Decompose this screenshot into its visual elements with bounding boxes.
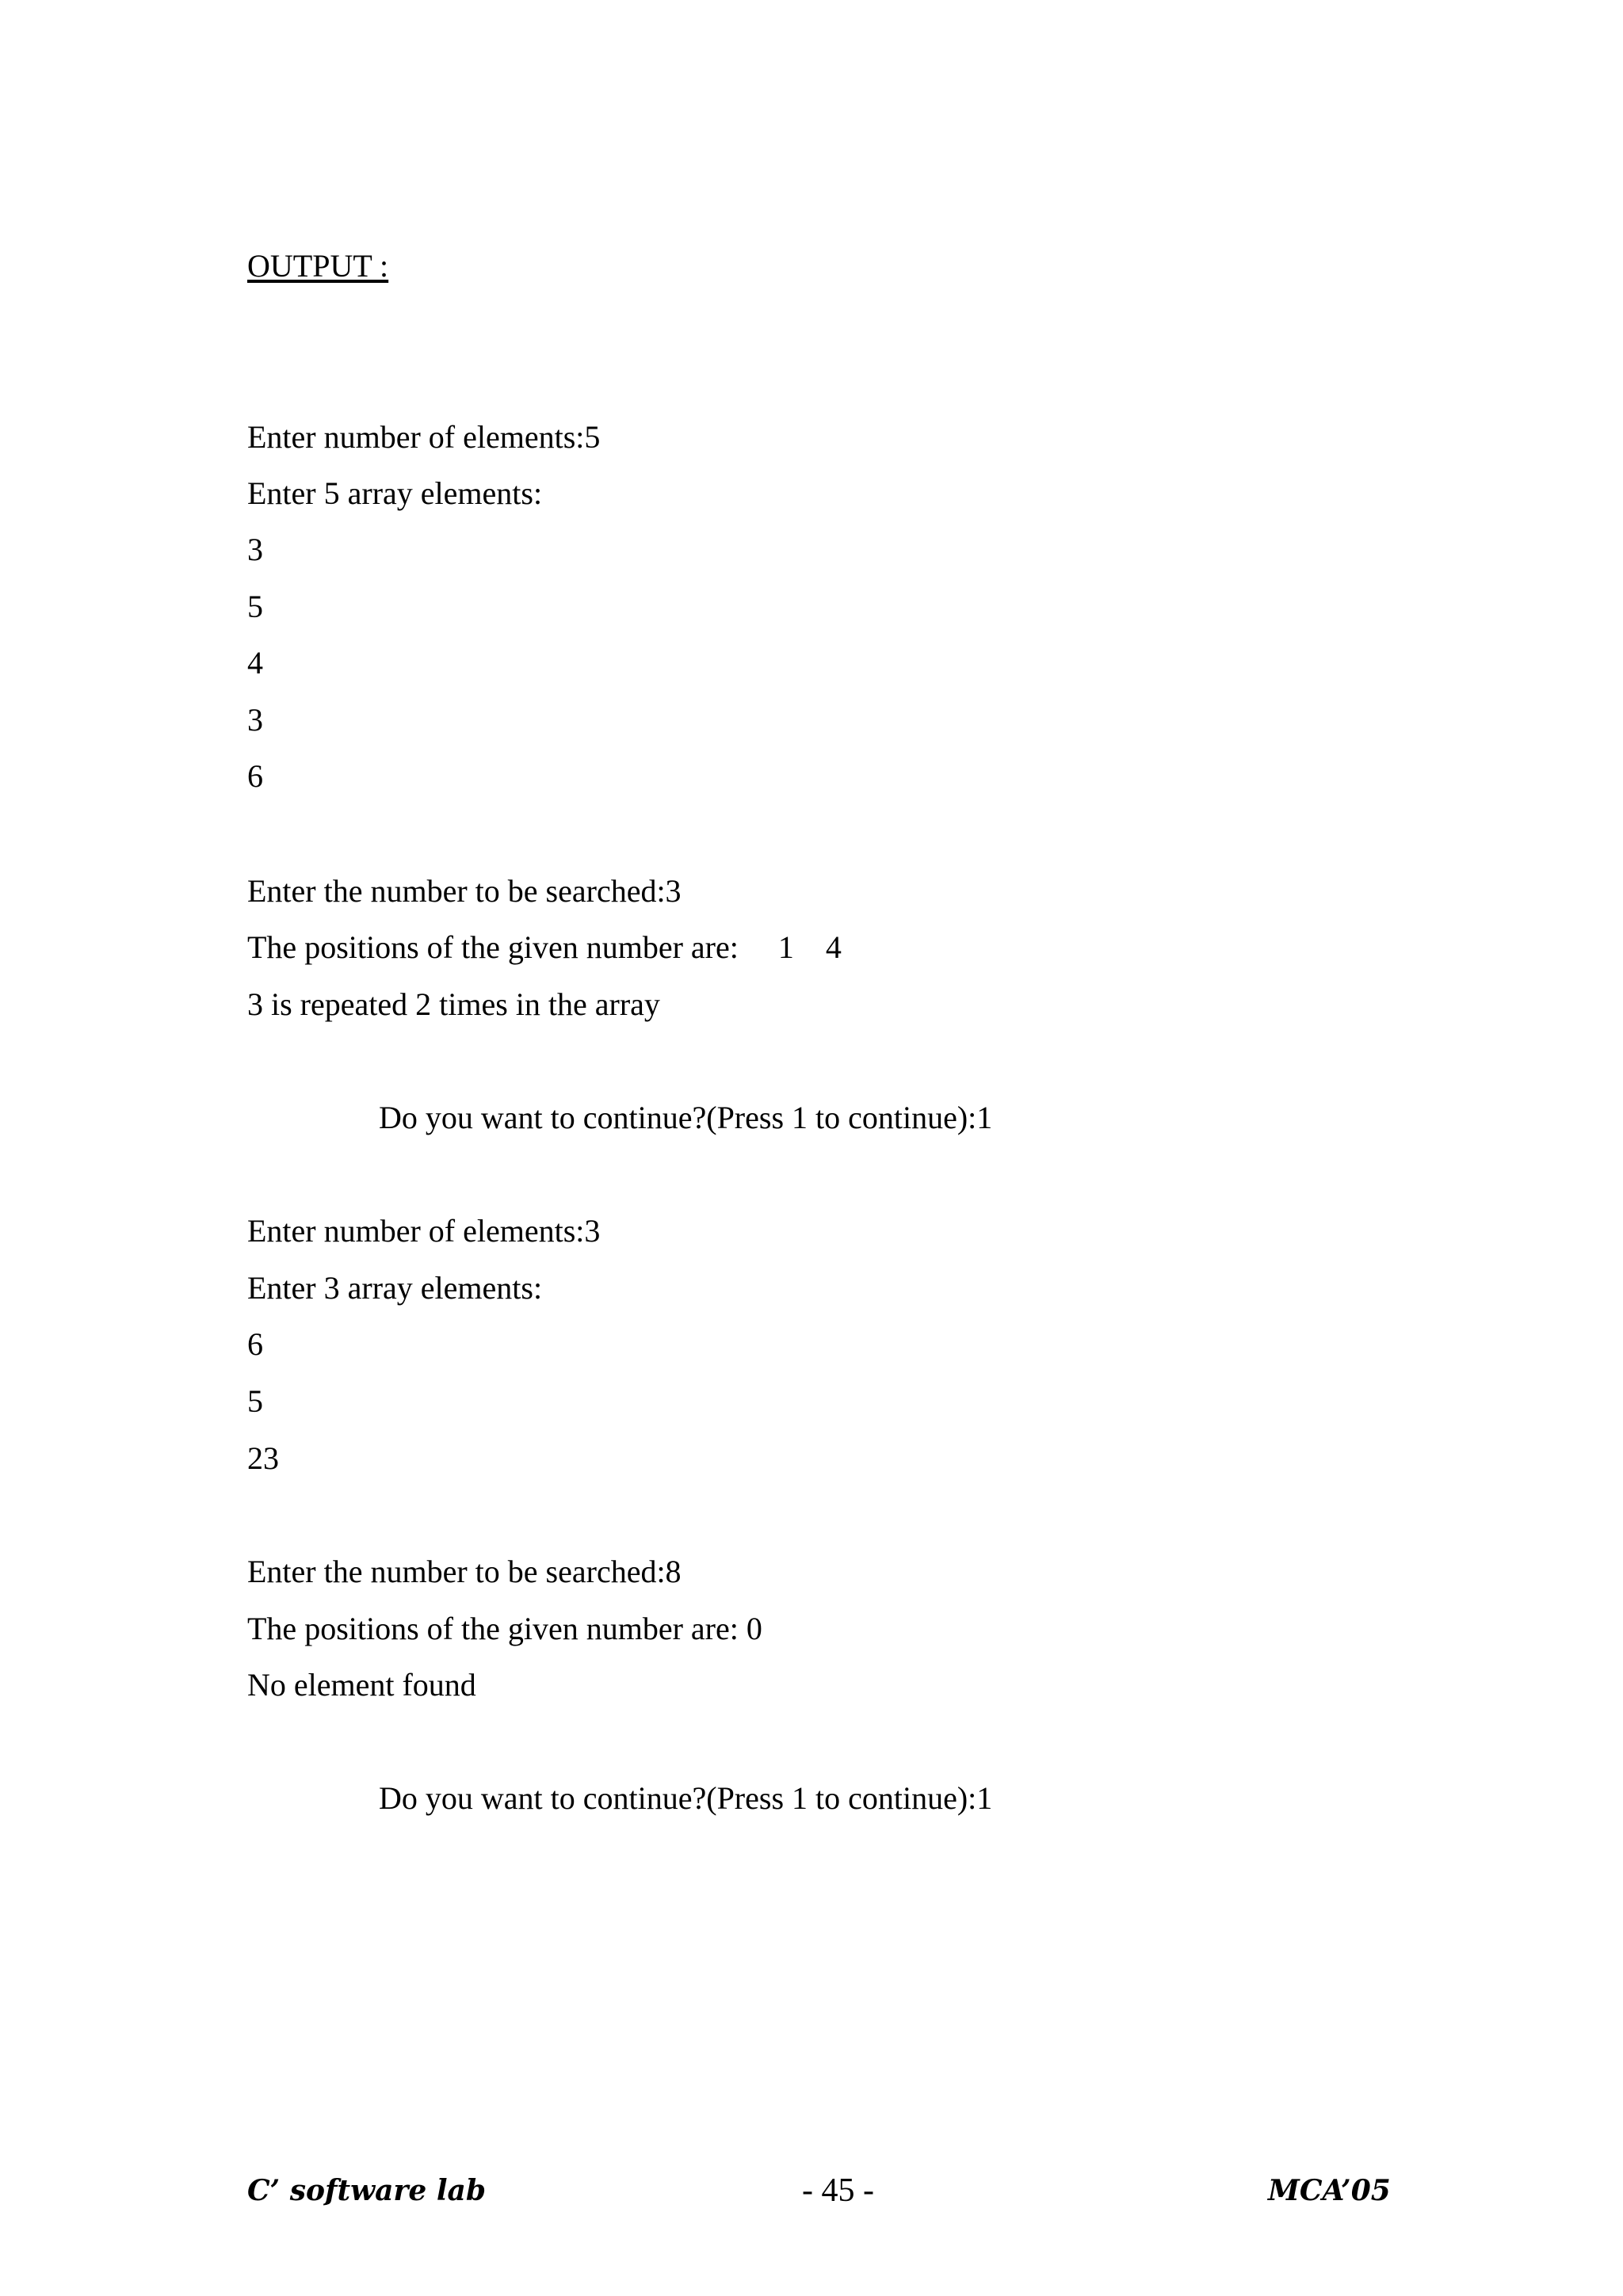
run2-enter-elements: Enter 3 array elements: xyxy=(247,1270,543,1306)
run2-element: 23 xyxy=(247,1440,279,1476)
footer-batch-label: MCA’05 xyxy=(1268,2174,1391,2207)
run1-positions: The positions of the given number are: 1 4 xyxy=(247,929,842,965)
footer-course-title: C’ software lab xyxy=(247,2174,487,2207)
footer-page-number: - 45 - xyxy=(802,2172,874,2209)
run2-positions: The positions of the given number are: 0 xyxy=(247,1611,762,1646)
run1-element: 3 xyxy=(247,532,263,567)
run2-enter-count: Enter number of elements:3 xyxy=(247,1213,601,1249)
run2-result: No element found xyxy=(247,1667,476,1703)
run1-element: 4 xyxy=(247,645,263,681)
run2-element: 5 xyxy=(247,1383,263,1419)
run1-enter-count: Enter number of elements:5 xyxy=(247,419,601,455)
run1-element: 5 xyxy=(247,589,263,624)
run1-element: 3 xyxy=(247,702,263,738)
run2-element: 6 xyxy=(247,1326,263,1362)
run1-result: 3 is repeated 2 times in the array xyxy=(247,986,660,1022)
run1-enter-elements: Enter 5 array elements: xyxy=(247,475,543,511)
run2-search-prompt: Enter the number to be searched:8 xyxy=(247,1554,682,1589)
run1-element: 6 xyxy=(247,758,263,794)
run1-search-prompt: Enter the number to be searched:3 xyxy=(247,873,682,909)
run2-continue-prompt: Do you want to continue?(Press 1 to continue):1 xyxy=(379,1780,993,1816)
output-heading: OUTPUT : xyxy=(247,248,389,284)
run1-continue-prompt: Do you want to continue?(Press 1 to continue):1 xyxy=(379,1100,993,1135)
